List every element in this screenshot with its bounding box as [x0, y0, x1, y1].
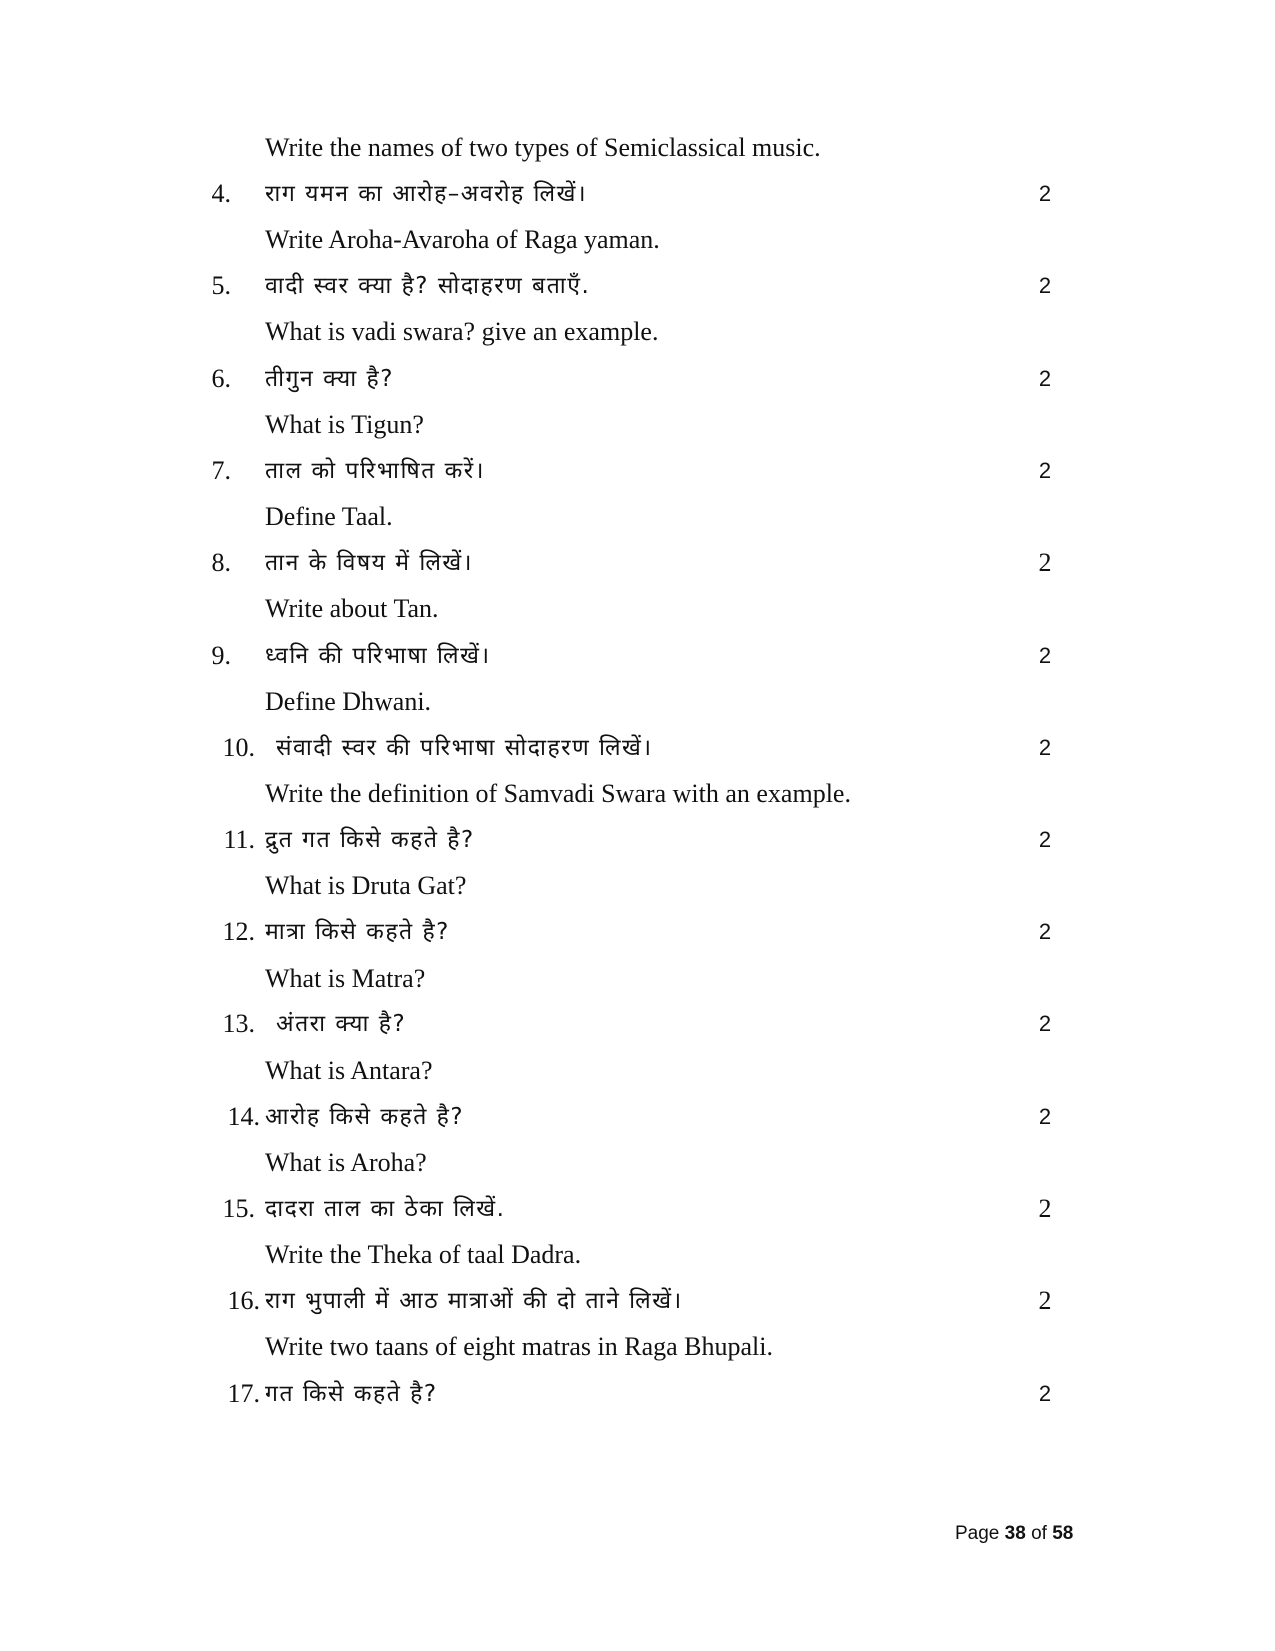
question-marks: 2	[1038, 181, 1052, 206]
question-english-text: Write the definition of Samvadi Swara with an example.	[265, 779, 851, 808]
question-number: 12.	[222, 917, 255, 946]
question-marks: 2	[1038, 548, 1052, 577]
question-english-text: What is Aroha?	[265, 1148, 427, 1177]
question-hindi-text: वादी स्वर क्या है? सोदाहरण बताएँ.	[265, 273, 591, 299]
question-english-text: Write two taans of eight matras in Raga Bhupali.	[265, 1332, 773, 1361]
question-marks: 2	[1038, 735, 1052, 760]
question-number: 15.	[222, 1194, 255, 1223]
question-hindi-text: राग यमन का आरोह–अवरोह लिखें।	[265, 181, 588, 207]
question-marks: 2	[1038, 827, 1052, 852]
question-english-text: Define Dhwani.	[265, 687, 432, 716]
question-13-english-line	[0, 1054, 1275, 1102]
question-11-english-line	[0, 869, 1275, 917]
question-10-hindi-line	[0, 731, 1275, 779]
question-number: 16.	[227, 1286, 260, 1315]
question-number: 8.	[211, 548, 231, 577]
total-page-count: 58	[1052, 1523, 1074, 1544]
question-marks: 2	[1038, 1011, 1052, 1036]
question-4-english-line	[0, 223, 1275, 271]
page-word: Page	[955, 1523, 1000, 1544]
question-11-hindi-line	[0, 823, 1275, 871]
question-17-hindi-line	[0, 1377, 1275, 1425]
question-hindi-text: तीगुन क्या है?	[265, 366, 394, 392]
question-marks: 2	[1038, 1381, 1052, 1406]
question-number: 4.	[211, 179, 231, 208]
question-hindi-text: संवादी स्वर की परिभाषा सोदाहरण लिखें।	[276, 735, 653, 761]
question-14-english-line	[0, 1146, 1275, 1194]
question-english-text: What is vadi swara? give an example.	[265, 317, 659, 346]
question-10-english-line	[0, 777, 1275, 825]
question-english-text: What is Druta Gat?	[265, 871, 467, 900]
question-english-text: Write the Theka of taal Dadra.	[265, 1240, 582, 1269]
question-marks: 2	[1038, 643, 1052, 668]
question-16-hindi-line	[0, 1284, 1275, 1332]
question-9-hindi-line	[0, 639, 1275, 687]
question-8-hindi-line	[0, 546, 1275, 594]
question-number: 9.	[211, 641, 231, 670]
question-hindi-text: ताल को परिभाषित करें।	[265, 458, 485, 484]
question-hindi-text: दादरा ताल का ठेका लिखें.	[265, 1196, 506, 1222]
question-english-text: What is Matra?	[265, 964, 426, 993]
question-hindi-text: द्रुत गत किसे कहते है?	[265, 827, 475, 853]
question-number: 6.	[211, 364, 231, 393]
question-english-text: What is Antara?	[265, 1056, 433, 1085]
question-marks: 2	[1038, 273, 1052, 298]
question-marks: 2	[1038, 919, 1052, 944]
question-english-text: What is Tigun?	[265, 410, 424, 439]
page-number-footer	[955, 1520, 1073, 1548]
question-hindi-text: ध्वनि की परिभाषा लिखें।	[265, 643, 491, 669]
question-6-hindi-line	[0, 362, 1275, 410]
question-14-hindi-line	[0, 1100, 1275, 1148]
question-marks: 2	[1038, 1194, 1052, 1223]
question-number: 14.	[227, 1102, 260, 1131]
question-hindi-text: मात्रा किसे कहते है?	[265, 919, 450, 945]
question-7-hindi-line	[0, 454, 1275, 502]
question-3-english-line	[0, 131, 1275, 179]
question-16-english-line	[0, 1330, 1275, 1378]
question-marks: 2	[1038, 1104, 1052, 1129]
question-number: 13.	[222, 1009, 255, 1038]
current-page-number: 38	[1004, 1523, 1026, 1544]
question-15-hindi-line	[0, 1192, 1275, 1240]
question-english-text: Write the names of two types of Semiclassical music.	[265, 133, 821, 162]
question-marks: 2	[1038, 366, 1052, 391]
question-marks: 2	[1038, 458, 1052, 483]
question-number: 17.	[227, 1379, 260, 1408]
of-word: of	[1031, 1523, 1047, 1544]
question-12-english-line	[0, 962, 1275, 1010]
question-15-english-line	[0, 1238, 1275, 1286]
question-number: 5.	[211, 271, 231, 300]
question-hindi-text: गत किसे कहते है?	[265, 1381, 438, 1407]
question-hindi-text: अंतरा क्या है?	[276, 1011, 407, 1037]
question-6-english-line	[0, 408, 1275, 456]
question-english-text: Write Aroha-Avaroha of Raga yaman.	[265, 225, 660, 254]
question-12-hindi-line	[0, 915, 1275, 963]
question-hindi-text: तान के विषय में लिखें।	[265, 550, 473, 576]
question-marks: 2	[1038, 1286, 1052, 1315]
question-8-english-line	[0, 592, 1275, 640]
question-english-text: Define Taal.	[265, 502, 393, 531]
question-number: 11.	[223, 825, 255, 854]
question-hindi-text: आरोह किसे कहते है?	[265, 1104, 465, 1130]
question-5-english-line	[0, 315, 1275, 363]
question-hindi-text: राग भुपाली में आठ मात्राओं की दो ताने लिखें।	[265, 1288, 683, 1314]
question-7-english-line	[0, 500, 1275, 548]
question-9-english-line	[0, 685, 1275, 733]
question-english-text: Write about Tan.	[265, 594, 439, 623]
question-4-hindi-line	[0, 177, 1275, 225]
question-number: 7.	[211, 456, 231, 485]
question-5-hindi-line	[0, 269, 1275, 317]
question-number: 10.	[222, 733, 255, 762]
question-13-hindi-line	[0, 1007, 1275, 1055]
